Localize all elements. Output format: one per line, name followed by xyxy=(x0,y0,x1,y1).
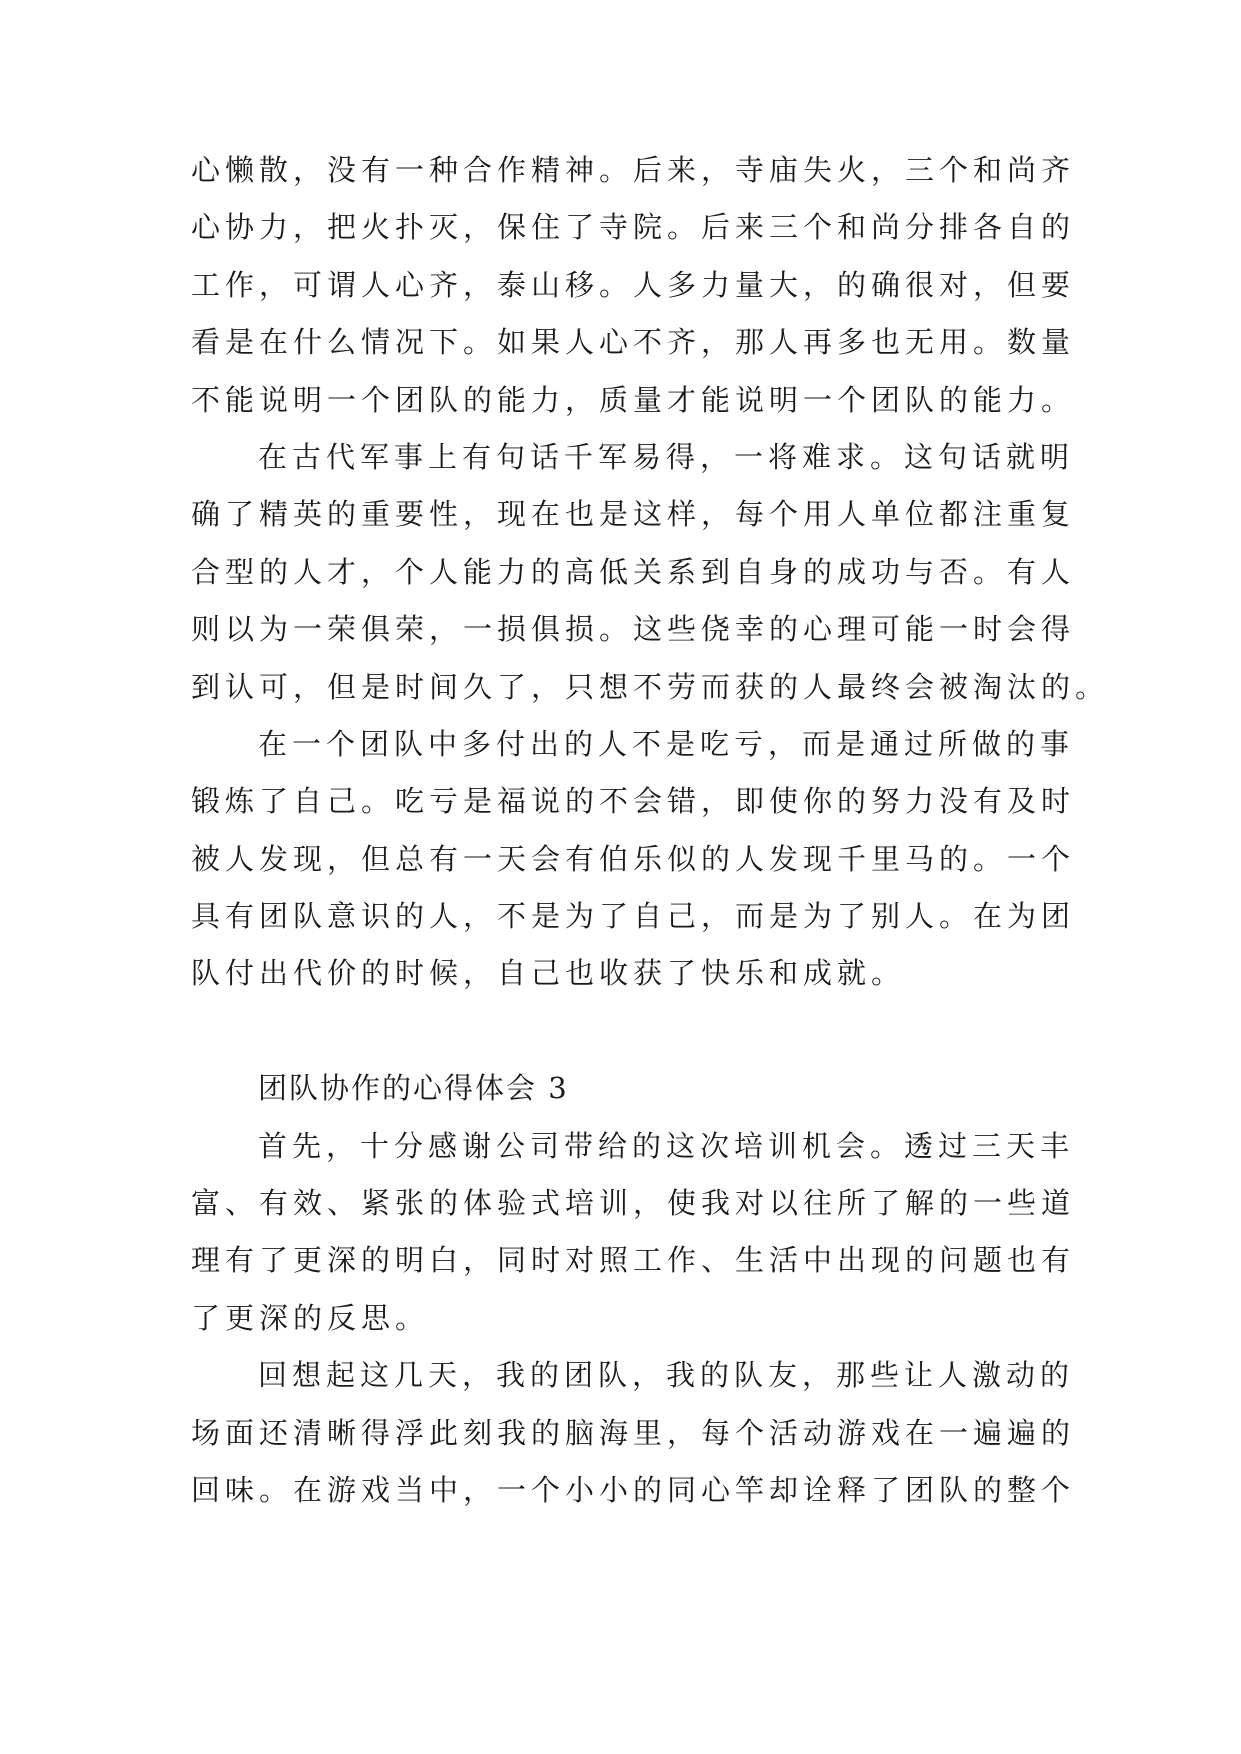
blank-line xyxy=(191,1003,1071,1060)
text-line: 理有了更深的明白，同时对照工作、生活中出现的问题也有 xyxy=(191,1243,1076,1278)
text-line: 合型的人才，个人能力的高低关系到自身的成功与否。有人 xyxy=(191,554,1076,589)
paragraph xyxy=(191,716,1076,1003)
text-line: 确了精英的重要性，现在也是这样，每个用人单位都注重复 xyxy=(191,497,1076,532)
section-heading: 团队协作的心得体会 3 xyxy=(258,1071,569,1106)
text-line: 则以为一荣俱荣，一损俱损。这些侥幸的心理可能一时会得 xyxy=(191,612,1076,647)
text-line: 在一个团队中多付出的人不是吃亏，而是通过所做的事 xyxy=(258,726,1075,761)
text-line: 到认可，但是时间久了，只想不劳而获的人最终会被淘汰的。 xyxy=(191,669,1110,704)
text-line: 锻炼了自己。吃亏是福说的不会错，即使你的努力没有及时 xyxy=(191,784,1076,819)
text-line: 被人发现，但总有一天会有伯乐似的人发现千里马的。一个 xyxy=(191,841,1076,876)
text-line: 看是在什么情况下。如果人心不齐，那人再多也无用。数量 xyxy=(191,325,1076,360)
text-line: 具有团队意识的人，不是为了自己，而是为了别人。在为团 xyxy=(191,899,1076,934)
text-line: 场面还清晰得浮此刻我的脑海里，每个活动游戏在一遍遍的 xyxy=(191,1415,1076,1450)
text-line: 队付出代价的时候，自己也收获了快乐和成就。 xyxy=(191,956,906,991)
text-line: 回味。在游戏当中，一个小小的同心竿却诠释了团队的整个 xyxy=(191,1472,1076,1507)
paragraph-continued xyxy=(191,142,1076,429)
text-line: 心懒散，没有一种合作精神。后来，寺庙失火，三个和尚齐 xyxy=(191,153,1076,187)
text-line: 不能说明一个团队的能力，质量才能说明一个团队的能力。 xyxy=(191,382,1076,417)
text-line: 回想起这几天，我的团队，我的队友，那些让人激动的 xyxy=(258,1358,1075,1393)
text-line: 在古代军事上有句话千军易得，一将难求。这句话就明 xyxy=(258,439,1075,474)
paragraph xyxy=(191,1118,1076,1348)
text-line: 了更深的反思。 xyxy=(191,1300,430,1335)
text-line: 工作，可谓人心齐，泰山移。人多力量大，的确很对，但要 xyxy=(191,267,1076,302)
text-line: 首先，十分感谢公司带给的这次培训机会。透过三天丰 xyxy=(258,1128,1075,1163)
paragraph xyxy=(191,429,1110,716)
text-line: 富、有效、紧张的体验式培训，使我对以往所了解的一些道 xyxy=(191,1186,1076,1221)
text-line: 心协力，把火扑灭，保住了寺院。后来三个和尚分排各自的 xyxy=(191,210,1076,245)
document-body xyxy=(191,142,1110,1519)
paragraph xyxy=(191,1347,1076,1519)
